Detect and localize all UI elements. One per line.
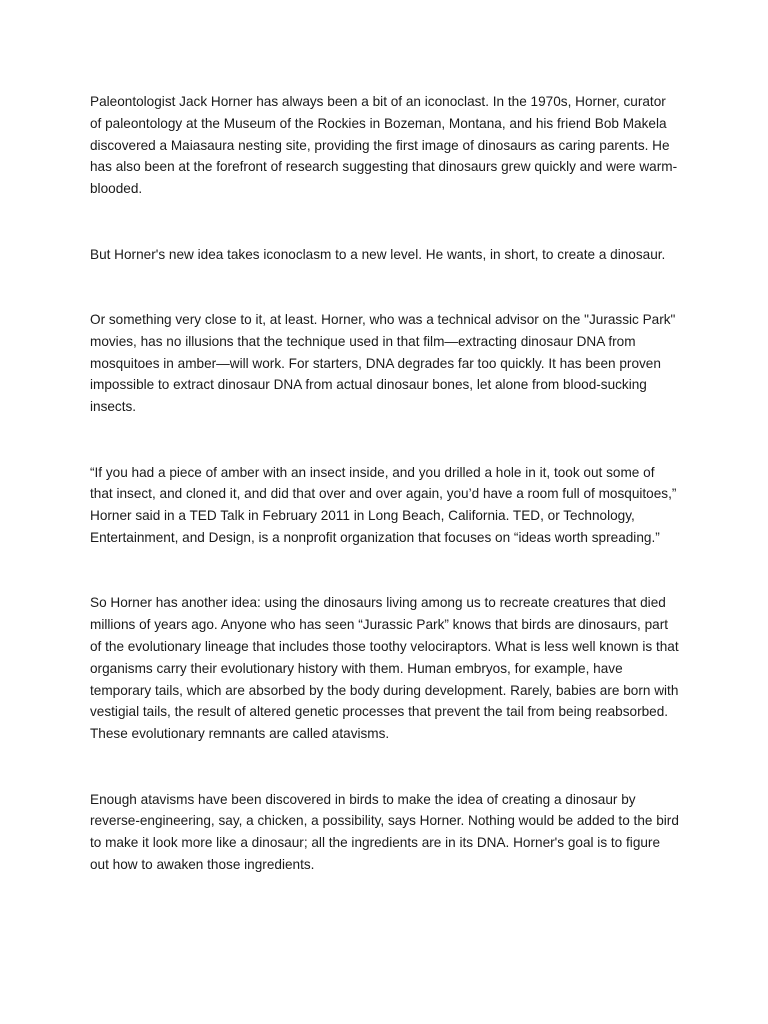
document-body (90, 91, 680, 919)
paragraph-jurassic-park: Or something very close to it, at least. Horner, who was a technical advisor on the "Jurassic Park" movies, has no illusions that the technique used in that film—extracting dinosaur DNA from mosquitoes in amber—will work. For starters, DNA degrades far too quickly. It has been proven impossible to extract dinosaur DNA from actual dinosaur bones, let alone from blood-sucking insects. (90, 311, 676, 415)
paragraph-atavisms: So Horner has another idea: using the dinosaurs living among us to recreate creatures that died millions of years ago. Anyone who has seen “Jurassic Park” knows that birds are dinosaurs, part of the evolutionary lineage that includes those toothy velociraptors. What is less well known is that organisms carry their evolutionary history with them. Human embryos, for example, have temporary tails, which are absorbed by the body during development. Rarely, babies are born with vestigial tails, the result of altered genetic processes that prevent the tail from being reabsorbed. These evolutionary remnants are called atavisms. (90, 595, 679, 742)
paragraph-horner-intro: Paleontologist Jack Horner has always been a bit of an iconoclast. In the 1970s, Horner, curator of paleontology at the Museum of the Rockies in Bozeman, Montana, and his friend Bob Makela discovered a Maiasaura nesting site, providing the first image of dinosaurs as caring parents. He has also been at the forefront of research suggesting that dinosaurs grew quickly and were warm-blooded. (90, 94, 678, 197)
paragraph-ted-quote: “If you had a piece of amber with an insect inside, and you drilled a hole in it, took out some of that insect, and cloned it, and did that over and over again, you’d have a room full of mosquitoes,” Horner said in a TED Talk in February 2011 in Long Beach, California. TED, or Technology, Entertainment, and Design, is a nonprofit organization that focuses on “ideas worth spreading.” (90, 464, 677, 545)
paragraph-chicken: Enough atavisms have been discovered in birds to make the idea of creating a dinosaur by reverse-engineering, say, a chicken, a possibility, says Horner. Nothing would be added to the bird to make it look more like a dinosaur; all the ingredients are in its DNA. Horner's goal is to figure out how to awaken those ingredients. (90, 791, 679, 872)
paragraph-new-idea: But Horner's new idea takes iconoclasm to a new level. He wants, in short, to create a dinosaur. (90, 246, 666, 262)
